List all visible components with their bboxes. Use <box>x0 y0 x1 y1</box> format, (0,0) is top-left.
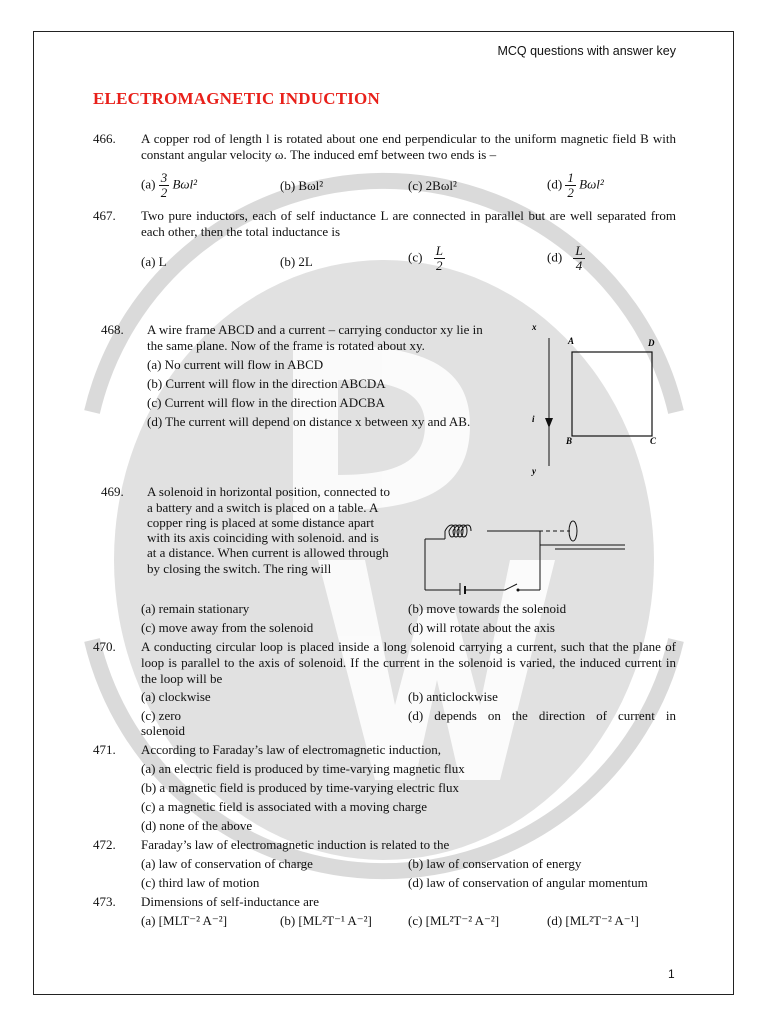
question-text: Two pure inductors, each of self inductance L are connected in parallel but are well separated from each other, then the total inductance is <box>141 208 676 239</box>
question-number: 470. <box>93 639 116 654</box>
fraction: $\frac{3}{2}$ <box>160 170 168 200</box>
option-value: Bωl² <box>579 176 604 192</box>
solenoid-circuit-diagram <box>420 515 630 595</box>
option-label: (d) <box>547 249 563 265</box>
label-A: A <box>568 336 575 346</box>
option-c: (c) [ML²T⁻² A⁻²] <box>408 913 500 928</box>
question-text-line: the same plane. Now of the frame is rotated about xy. <box>147 338 425 353</box>
question-number: 466. <box>93 131 116 146</box>
fraction: $\frac{1}{2}$ <box>567 170 574 200</box>
option-label: (c) <box>408 249 423 265</box>
option-a: (a) remain stationary <box>141 601 250 616</box>
option-a: (a) No current will flow in ABCD <box>147 357 324 372</box>
option-d: (d) depends on the direction of current in <box>408 708 676 723</box>
option-d: (d) [ML²T⁻² A⁻¹] <box>547 913 639 928</box>
label-y: y <box>532 466 536 476</box>
option-c: (c) zero <box>141 708 182 723</box>
question-number: 469. <box>101 484 124 499</box>
option-c: (c) third law of motion <box>141 875 260 890</box>
option-c: (c) Current will flow in the direction ADCBA <box>147 395 385 410</box>
label-x: x <box>532 322 537 332</box>
option-c: (c) move away from the solenoid <box>141 620 314 635</box>
question-text: A conducting circular loop is placed inside a long solenoid carrying a current, such that the plane of loop is parallel to the axis of solenoid. If the current in the solenoid is varied, the induced current in the loop will be <box>141 639 676 686</box>
option-b: (b) [ML²T⁻¹ A⁻²] <box>280 913 372 928</box>
label-i: i <box>532 414 535 424</box>
option-label: (d) <box>547 176 563 192</box>
option-b: (b) 2L <box>280 254 313 269</box>
question-text-line: by closing the switch. The ring will <box>147 561 332 576</box>
label-B: B <box>566 436 573 446</box>
question-text: According to Faraday’s law of electromagnetic induction, <box>141 742 441 757</box>
option-c: (c) a magnetic field is associated with a moving charge <box>141 799 428 814</box>
page-number: 1 <box>668 967 675 981</box>
option-c-wrap: solenoid <box>141 723 186 738</box>
question-text-line: A solenoid in horizontal position, connected to <box>147 484 390 499</box>
option-b: (b) anticlockwise <box>408 689 498 704</box>
option-label: (a) <box>141 176 156 192</box>
label-C: C <box>650 436 657 446</box>
question-number: 468. <box>101 322 124 337</box>
option-c <box>408 244 445 273</box>
option-a <box>141 171 197 200</box>
option-b: (b) law of conservation of energy <box>408 856 582 871</box>
option-a: (a) an electric field is produced by time-varying magnetic flux <box>141 761 465 776</box>
option-a: (a) L <box>141 254 167 269</box>
question-text-line: copper ring is placed at some distance apart <box>147 515 375 530</box>
question-text: Dimensions of self-inductance are <box>141 894 319 909</box>
question-number: 473. <box>93 894 116 909</box>
question-text-line: at a distance. When current is allowed through <box>147 545 389 560</box>
fraction: $\frac{L}{2}$ <box>435 243 443 273</box>
question-number: 472. <box>93 837 116 852</box>
question-text-line: a battery and a switch is placed on a table. A <box>147 500 379 515</box>
option-d <box>547 171 604 200</box>
option-d <box>547 244 585 273</box>
option-a: (a) law of conservation of charge <box>141 856 313 871</box>
option-c: (c) 2Bωl² <box>408 178 457 193</box>
question-text-line: with its axis coinciding with solenoid. and is <box>147 530 379 545</box>
option-b: (b) move towards the solenoid <box>408 601 567 616</box>
option-d: (d) none of the above <box>141 818 253 833</box>
wire-frame-diagram <box>520 318 670 478</box>
question-number: 467. <box>93 208 116 223</box>
label-D: D <box>648 338 655 348</box>
question-number: 471. <box>93 742 116 757</box>
option-d: (d) law of conservation of angular momentum <box>408 875 648 890</box>
question-text: Faraday’s law of electromagnetic induction is related to the <box>141 837 450 852</box>
option-b: (b) Bωl² <box>280 178 324 193</box>
option-value: Bωl² <box>172 176 198 192</box>
option-d: (d) The current will depend on distance x between xy and AB. <box>147 414 471 429</box>
option-b: (b) Current will flow in the direction ABCDA <box>147 376 386 391</box>
page-header: MCQ questions with answer key <box>497 44 676 58</box>
fraction: $\frac{L}{4}$ <box>575 243 583 273</box>
question-text: A copper rod of length l is rotated about one end perpendicular to the uniform magnetic field B with constant angular velocity ω. The induced emf between two ends is – <box>141 131 676 162</box>
option-a: (a) clockwise <box>141 689 211 704</box>
chapter-title: ELECTROMAGNETIC INDUCTION <box>93 89 380 108</box>
option-a: (a) [MLT⁻² A⁻²] <box>141 913 228 928</box>
question-text-line: A wire frame ABCD and a current – carrying conductor xy lie in <box>147 322 483 337</box>
option-d: (d) will rotate about the axis <box>408 620 555 635</box>
option-b: (b) a magnetic field is produced by time-varying electric flux <box>141 780 460 795</box>
